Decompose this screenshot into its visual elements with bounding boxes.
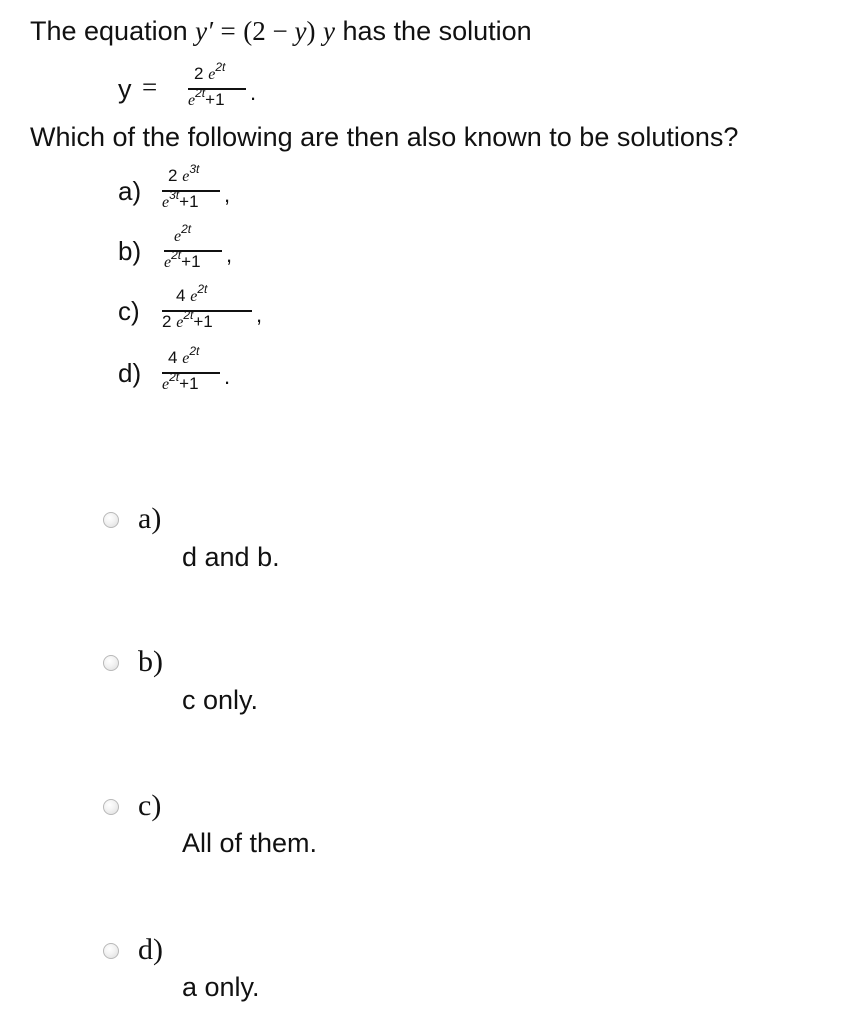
candidate-numerator: 2 $e^{3t}$ [168,162,200,185]
candidate-b [118,222,278,278]
equation-rhs-y: y [294,16,307,46]
equation-rhs-close: ) [306,16,316,46]
candidate-denominator: $e^{2t}+1$ [162,370,199,393]
candidate-d [118,344,278,400]
equation-rhs-y2: y [323,16,335,46]
candidate-label: b) [118,236,142,266]
question-intro-prefix: The equation [30,16,188,46]
candidate-numerator: $e^{2t}$ [174,222,192,245]
candidate-punct: , [226,242,233,267]
option-c-text: All of them. [182,828,318,858]
candidate-numerator: 4 $e^{2t}$ [168,344,200,367]
candidate-label: a) [118,176,142,206]
candidate-label: d) [118,358,142,388]
option-d-radio[interactable] [103,943,119,959]
solution-numerator: 2 $e^{2t}$ [194,60,226,83]
question-equation-line [30,16,532,47]
option-d-text: a only. [182,972,260,1002]
question-follow-up: Which of the following are then also known to be solutions? [30,122,739,152]
candidate-a [118,162,278,218]
equation-rhs-open: (2 − [243,16,295,46]
solution-denominator: $e^{2t}+1$ [188,86,225,109]
option-b-text: c only. [182,685,259,715]
question-intro-suffix: has the solution [342,16,532,46]
option-d-letter: d) [138,933,163,966]
equation-lhs: y′ [195,16,214,46]
solution-formula [118,60,278,118]
candidate-punct: , [224,182,231,207]
option-a-text: d and b. [182,542,280,572]
candidate-punct: . [224,364,231,389]
option-c-letter: c) [138,789,162,822]
option-a-letter: a) [138,502,162,535]
candidate-denominator: 2 $e^{2t}+1$ [162,308,213,331]
equation-equals: = [220,16,236,46]
solution-end: . [250,80,257,105]
candidate-label: c) [118,296,140,326]
candidate-numerator: 4 $e^{2t}$ [176,282,208,305]
solution-var: y [118,74,132,104]
solution-equals: = [142,72,158,102]
option-c-radio[interactable] [103,799,119,815]
candidate-denominator: $e^{2t}+1$ [164,248,201,271]
candidate-punct: , [256,302,263,327]
candidate-denominator: $e^{3t}+1$ [162,188,199,211]
candidate-c [118,282,288,338]
option-b-radio[interactable] [103,655,119,671]
option-b-letter: b) [138,645,163,678]
option-a-radio[interactable] [103,512,119,528]
